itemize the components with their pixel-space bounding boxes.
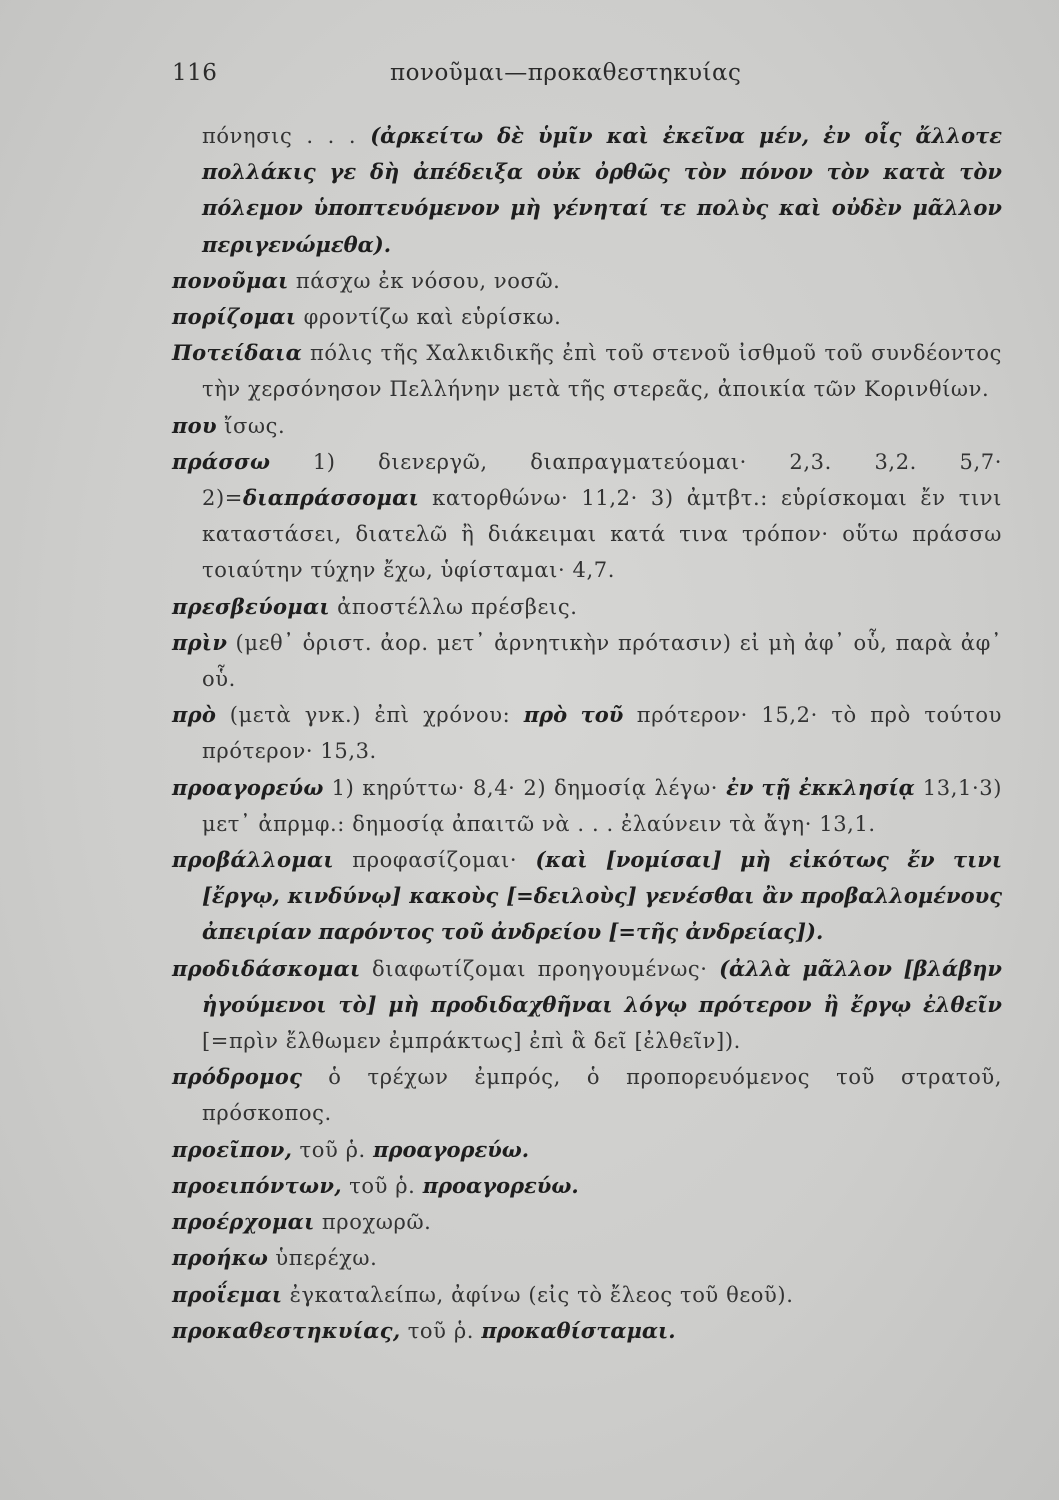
glossary-entry xyxy=(172,1168,1002,1204)
glossary-entry xyxy=(172,1277,1002,1313)
entry-gloss: ἐγκαταλείπω, ἀφίνω (εἰς τὸ ἔλεος τοῦ θεοῦ). xyxy=(282,1282,794,1307)
entry-gloss: διαφωτίζομαι προηγουμένως· xyxy=(360,956,720,981)
glossary-entry xyxy=(172,263,1002,299)
running-head: πονοῦμαι—προκαθεστηκυίας xyxy=(390,60,742,86)
entry-gloss: ἴσως. xyxy=(216,413,286,438)
entry-lemma: προβάλλομαι xyxy=(172,847,334,873)
page-header xyxy=(172,60,1002,94)
entry-lemma: προΐεμαι xyxy=(172,1281,283,1307)
glossary-entry xyxy=(172,444,1002,589)
glossary-entry xyxy=(172,299,1002,335)
glossary-body xyxy=(172,118,1002,1349)
entry-cross-reference: προαγορεύω. xyxy=(373,1136,530,1162)
entry-cross-reference: προαγορεύω. xyxy=(422,1172,579,1198)
glossary-entry xyxy=(172,842,1002,951)
glossary-entry-continuation xyxy=(172,118,1002,263)
entry-lemma: προέρχομαι xyxy=(172,1209,315,1235)
glossary-entry xyxy=(172,770,1002,842)
entry-lemma: Ποτείδαια xyxy=(172,340,303,366)
entry-gloss: 1) κηρύττω· 8,4· 2) δημοσίᾳ λέγω· xyxy=(323,775,727,800)
entry-gloss: προφασίζομαι· xyxy=(333,848,536,873)
entry-lemma: πορίζομαι xyxy=(172,304,297,330)
entry-lemma: προδιδάσκομαι xyxy=(172,955,361,981)
entry-gloss-tail: [=πρὶν ἔλθωμεν ἐμπράκτως] ἐπὶ ἃ δεῖ [ἐλθεῖν]). xyxy=(202,1029,741,1054)
entry-lemma: προεῖπον, xyxy=(172,1136,293,1162)
entry-quote: (ἀλλὰ μᾶλλον [βλάβην ἡγούμενοι τὸ] μὴ προδιδαχθῆναι λόγῳ πρότερον ἢ ἔργῳ ἐλθεῖν xyxy=(202,955,1002,1017)
entry-gloss: (μετὰ γνκ.) ἐπὶ χρόνου: xyxy=(216,703,524,728)
glossary-entry xyxy=(172,1204,1002,1240)
entry-quote: πρὸ τοῦ xyxy=(523,702,624,728)
entry-gloss: πόλις τῆς Χαλκιδικῆς ἐπὶ τοῦ στενοῦ ἰσθμοῦ τοῦ συνδέοντος τὴν χερσόνησον Πελλήνην μετὰ τῆς στερεᾶς, ἀποικία τῶν Κορινθίων. xyxy=(202,341,1002,402)
glossary-entry xyxy=(172,1240,1002,1276)
entry-quote: ἐν τῇ ἐκκλησίᾳ xyxy=(726,774,915,800)
entry-gloss: (μεθ᾽ ὁριστ. ἀορ. μετ᾽ ἀρνητικὴν πρότασιν) εἰ μὴ ἀφ᾽ οὗ, παρὰ ἀφ᾽ οὗ. xyxy=(202,630,1002,692)
entry-gloss: τοῦ ῥ. xyxy=(292,1137,374,1162)
entry-lemma: πρὸ xyxy=(172,702,217,728)
entry-gloss: τοῦ ῥ. xyxy=(341,1173,423,1198)
page-number: 116 xyxy=(172,60,218,86)
entry-gloss: ἀποστέλλω πρέσβεις. xyxy=(329,594,578,619)
entry-gloss-tail: κατορθώνω· 11,2· 3) ἀμτβτ.: εὑρίσκομαι ἔν τινι καταστάσει, διατελῶ ἢ διάκειμαι κατά τινα τρόπον· οὕτω πράσσω τοιαύτην τύχην ἔχω, ὑφίσταμαι· 4,7. xyxy=(202,486,1002,583)
entry-lemma: προαγορεύω xyxy=(172,774,324,800)
entry-gloss: προχωρῶ. xyxy=(314,1210,432,1235)
entry-gloss-tail: 13,1·3) μετ᾽ ἀπρμφ.: δημοσίᾳ ἀπαιτῶ νὰ . . . ἐλαύνειν τὰ ἄγη· 13,1. xyxy=(202,775,1002,836)
glossary-entry xyxy=(172,408,1002,444)
glossary-entry xyxy=(172,1059,1002,1131)
entry-cross-reference: προκαθίσταμαι. xyxy=(481,1317,676,1343)
entry-gloss-tail: πρότερον· 15,2· τὸ πρὸ τούτου πρότερον· 15,3. xyxy=(202,703,1002,764)
entry-sublemma: διαπράσσομαι xyxy=(242,485,420,511)
glossary-entry xyxy=(172,1132,1002,1168)
entry-lemma: πράσσω xyxy=(172,448,271,474)
glossary-entry xyxy=(172,589,1002,625)
entry-gloss: 1) διενεργῶ, διαπραγματεύομαι· 2,3. 3,2. 5,7· 2)= xyxy=(202,449,1002,511)
entry-lemma: που xyxy=(172,412,217,438)
entry-gloss: φροντίζω καὶ εὑρίσκω. xyxy=(296,305,562,330)
entry-gloss: τοῦ ῥ. xyxy=(400,1318,482,1343)
glossary-entry xyxy=(172,951,1002,1060)
entry-quote: (ἀρκείτω δὲ ὑμῖν καὶ ἐκεῖνα μέν, ἐν οἷς ἄλλοτε πολλάκις γε δὴ ἀπέδειξα οὐκ ὀρθῶς τὸν πόνον τὸν κατὰ τὸν πόλεμον ὑποπτευόμενον μὴ γένηταί τε πολὺς καὶ οὐδὲν μᾶλλον περιγενώμεθα). xyxy=(202,123,1002,257)
entry-gloss: ὁ τρέχων ἐμπρός, ὁ προπορευόμενος τοῦ στρατοῦ, πρόσκοπος. xyxy=(202,1065,1002,1126)
entry-lemma: προήκω xyxy=(172,1245,269,1271)
entry-lemma: προκαθεστηκυίας, xyxy=(172,1317,401,1343)
entry-quote: (καὶ [νομίσαι] μὴ εἰκότως ἔν τινι [ἔργῳ, κινδύνῳ] κακοὺς [=δειλοὺς] γενέσθαι ἂν προβαλλομένους ἀπειρίαν παρόντος τοῦ ἀνδρείου [=τῆς ἀνδρείας]). xyxy=(202,847,1002,945)
entry-gloss: ὑπερέχω. xyxy=(268,1246,378,1271)
entry-gloss: πάσχω ἐκ νόσου, νοσῶ. xyxy=(288,268,561,293)
entry-lemma: πρόδρομος xyxy=(172,1064,303,1090)
entry-lemma: προειπόντων, xyxy=(172,1172,342,1198)
glossary-entry xyxy=(172,1313,1002,1349)
glossary-entry xyxy=(172,625,1002,697)
entry-lemma: πονοῦμαι xyxy=(172,267,289,293)
entry-lemma: πρεσβεύομαι xyxy=(172,593,330,619)
entry-lemma: πρὶν xyxy=(172,629,228,655)
glossary-entry xyxy=(172,335,1002,407)
entry-gloss: πόνησις . . . xyxy=(202,124,371,148)
glossary-entry xyxy=(172,697,1002,769)
